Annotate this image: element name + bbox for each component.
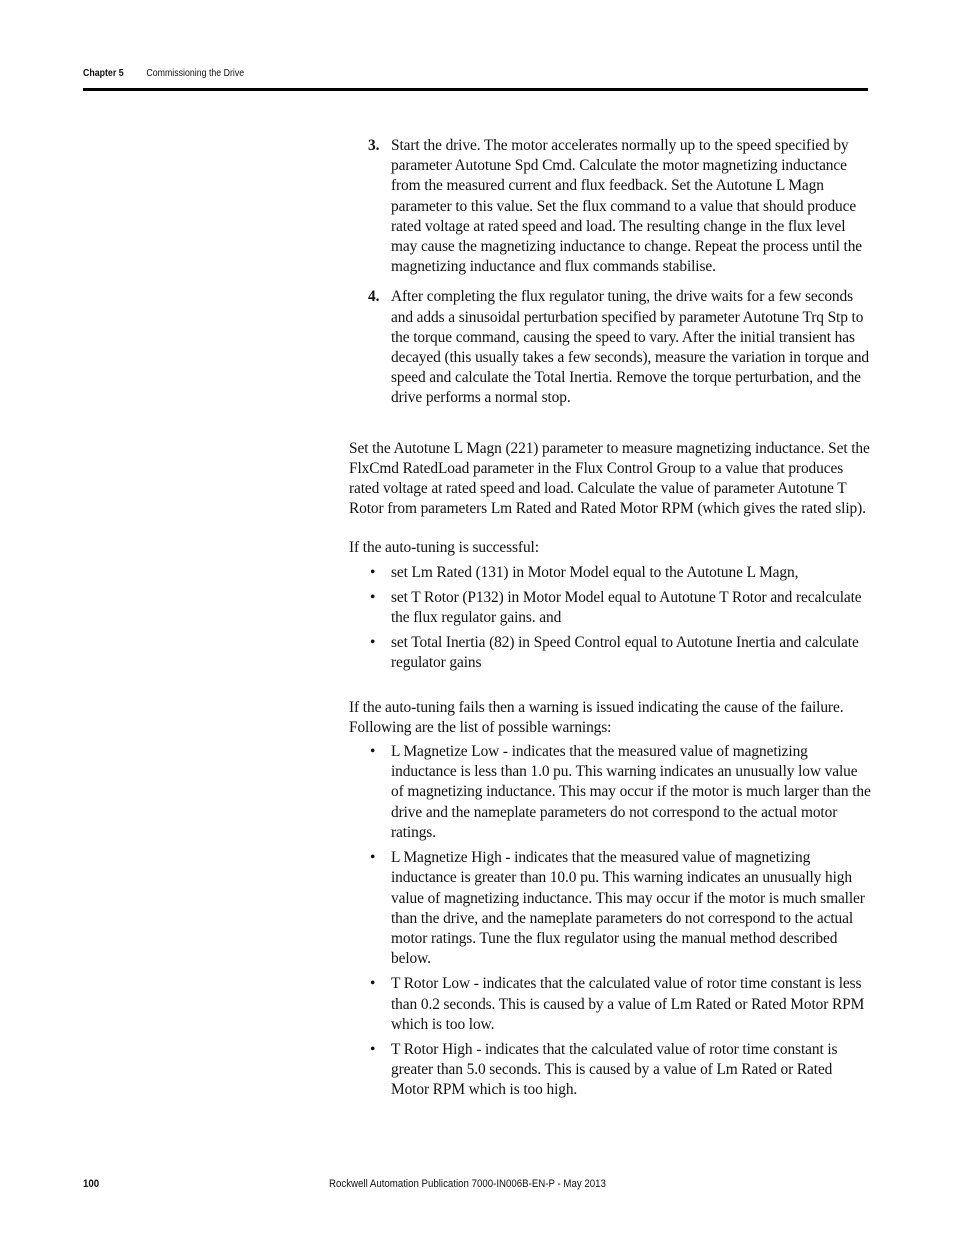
chapter-label: Chapter 5 [83, 68, 124, 79]
main-content [349, 136, 873, 1106]
bullet-icon: • [370, 743, 376, 761]
list-item: • T Rotor High - indicates that the calculated value of rotor time constant is greater than 5.0 seconds. This is caused by a value of Lm Rated or Rated Motor RPM which is too high. [370, 1040, 838, 1099]
page-number: 100 [83, 1178, 100, 1190]
numbered-step [349, 136, 873, 277]
header-rule [83, 88, 868, 91]
list-item: • set Total Inertia (82) in Speed Control equal to Autotune Inertia and calculate regulator gains [370, 634, 859, 672]
bullet-icon: • [370, 634, 376, 652]
list-item: • set Lm Rated (131) in Motor Model equal to the Autotune L Magn, [349, 563, 873, 583]
success-list [349, 563, 873, 674]
paragraph-failure-intro: If the auto-tuning fails then a warning is issued indicating the cause of the failure. Following are the list of possible warnings: [349, 698, 844, 736]
bullet-icon: • [370, 975, 376, 993]
list-item: • set T Rotor (P132) in Motor Model equal to Autotune T Rotor and recalculate the flux regulator gains. and [370, 588, 862, 627]
publication-footer: Rockwell Automation Publication 7000-IN006B-EN-P - May 2013 [329, 1178, 606, 1190]
numbered-step [349, 287, 873, 408]
step-text: After completing the flux regulator tuning, the drive waits for a few seconds and adds a sinusoidal perturbation specified by parameter Autotune Trq Stp to the torque command, causing the speed to vary. After the initial transient has decayed (this usually takes a few seconds), measure the variation in torque and speed and calculate the Total Inertia. Remove the torque perturbation, and the drive performs a normal stop. [391, 288, 870, 407]
list-item: • T Rotor Low - indicates that the calculated value of rotor time constant is less than 0.2 seconds. This is caused by a value of Lm Rated or Rated Motor RPM which is too low. [370, 975, 865, 1033]
step-text: Start the drive. The motor accelerates normally up to the speed specified by parameter Autotune Spd Cmd. Calculate the motor magnetizing inductance from the measured current and flux feedback. Set the Autotune L Magn parameter to this value. Set the flux command to a value that should produce rated voltage at rated speed and load. The resulting change in the flux level may cause the magnetizing inductance to change. Repeat the process until the magnetizing inductance and flux commands stabilise. [391, 137, 863, 276]
warnings-list [349, 742, 873, 1100]
bullet-icon: • [370, 588, 376, 606]
running-header [83, 68, 244, 79]
step-number: 3. [368, 137, 380, 154]
list-item: • L Magnetize Low - indicates that the measured value of magnetizing inductance is less than 1.0 pu. This warning indicates an unusually low value of magnetizing inductance. This may occur if the motor is much larger than the drive and the nameplate parameters do not correspond to the actual motor ratings. [370, 743, 871, 841]
bullet-icon: • [370, 563, 376, 581]
paragraph-autotune-lmagn: Set the Autotune L Magn (221) parameter to measure magnetizing inductance. Set the FlxCmd RatedLoad parameter in the Flux Control Group to a value that produces rated voltage at rated speed and load. Calculate the value of parameter Autotune T Rotor from parameters Lm Rated and Rated Motor RPM (which gives the rated slip). [349, 439, 870, 518]
section-title: Commissioning the Drive [146, 68, 245, 79]
list-item: • L Magnetize High - indicates that the measured value of magnetizing inductance is greater than 10.0 pu. This warning indicates an unusually high value of magnetizing inductance. This may occur if the motor is much smaller than the drive, and the nameplate parameters do not correspond to the actual motor ratings. Tune the flux regulator using the manual method described below. [370, 849, 865, 968]
paragraph-success-intro: If the auto-tuning is successful: [349, 539, 539, 557]
bullet-icon: • [370, 1040, 376, 1058]
step-number: 4. [368, 288, 380, 306]
bullet-icon: • [370, 849, 376, 867]
